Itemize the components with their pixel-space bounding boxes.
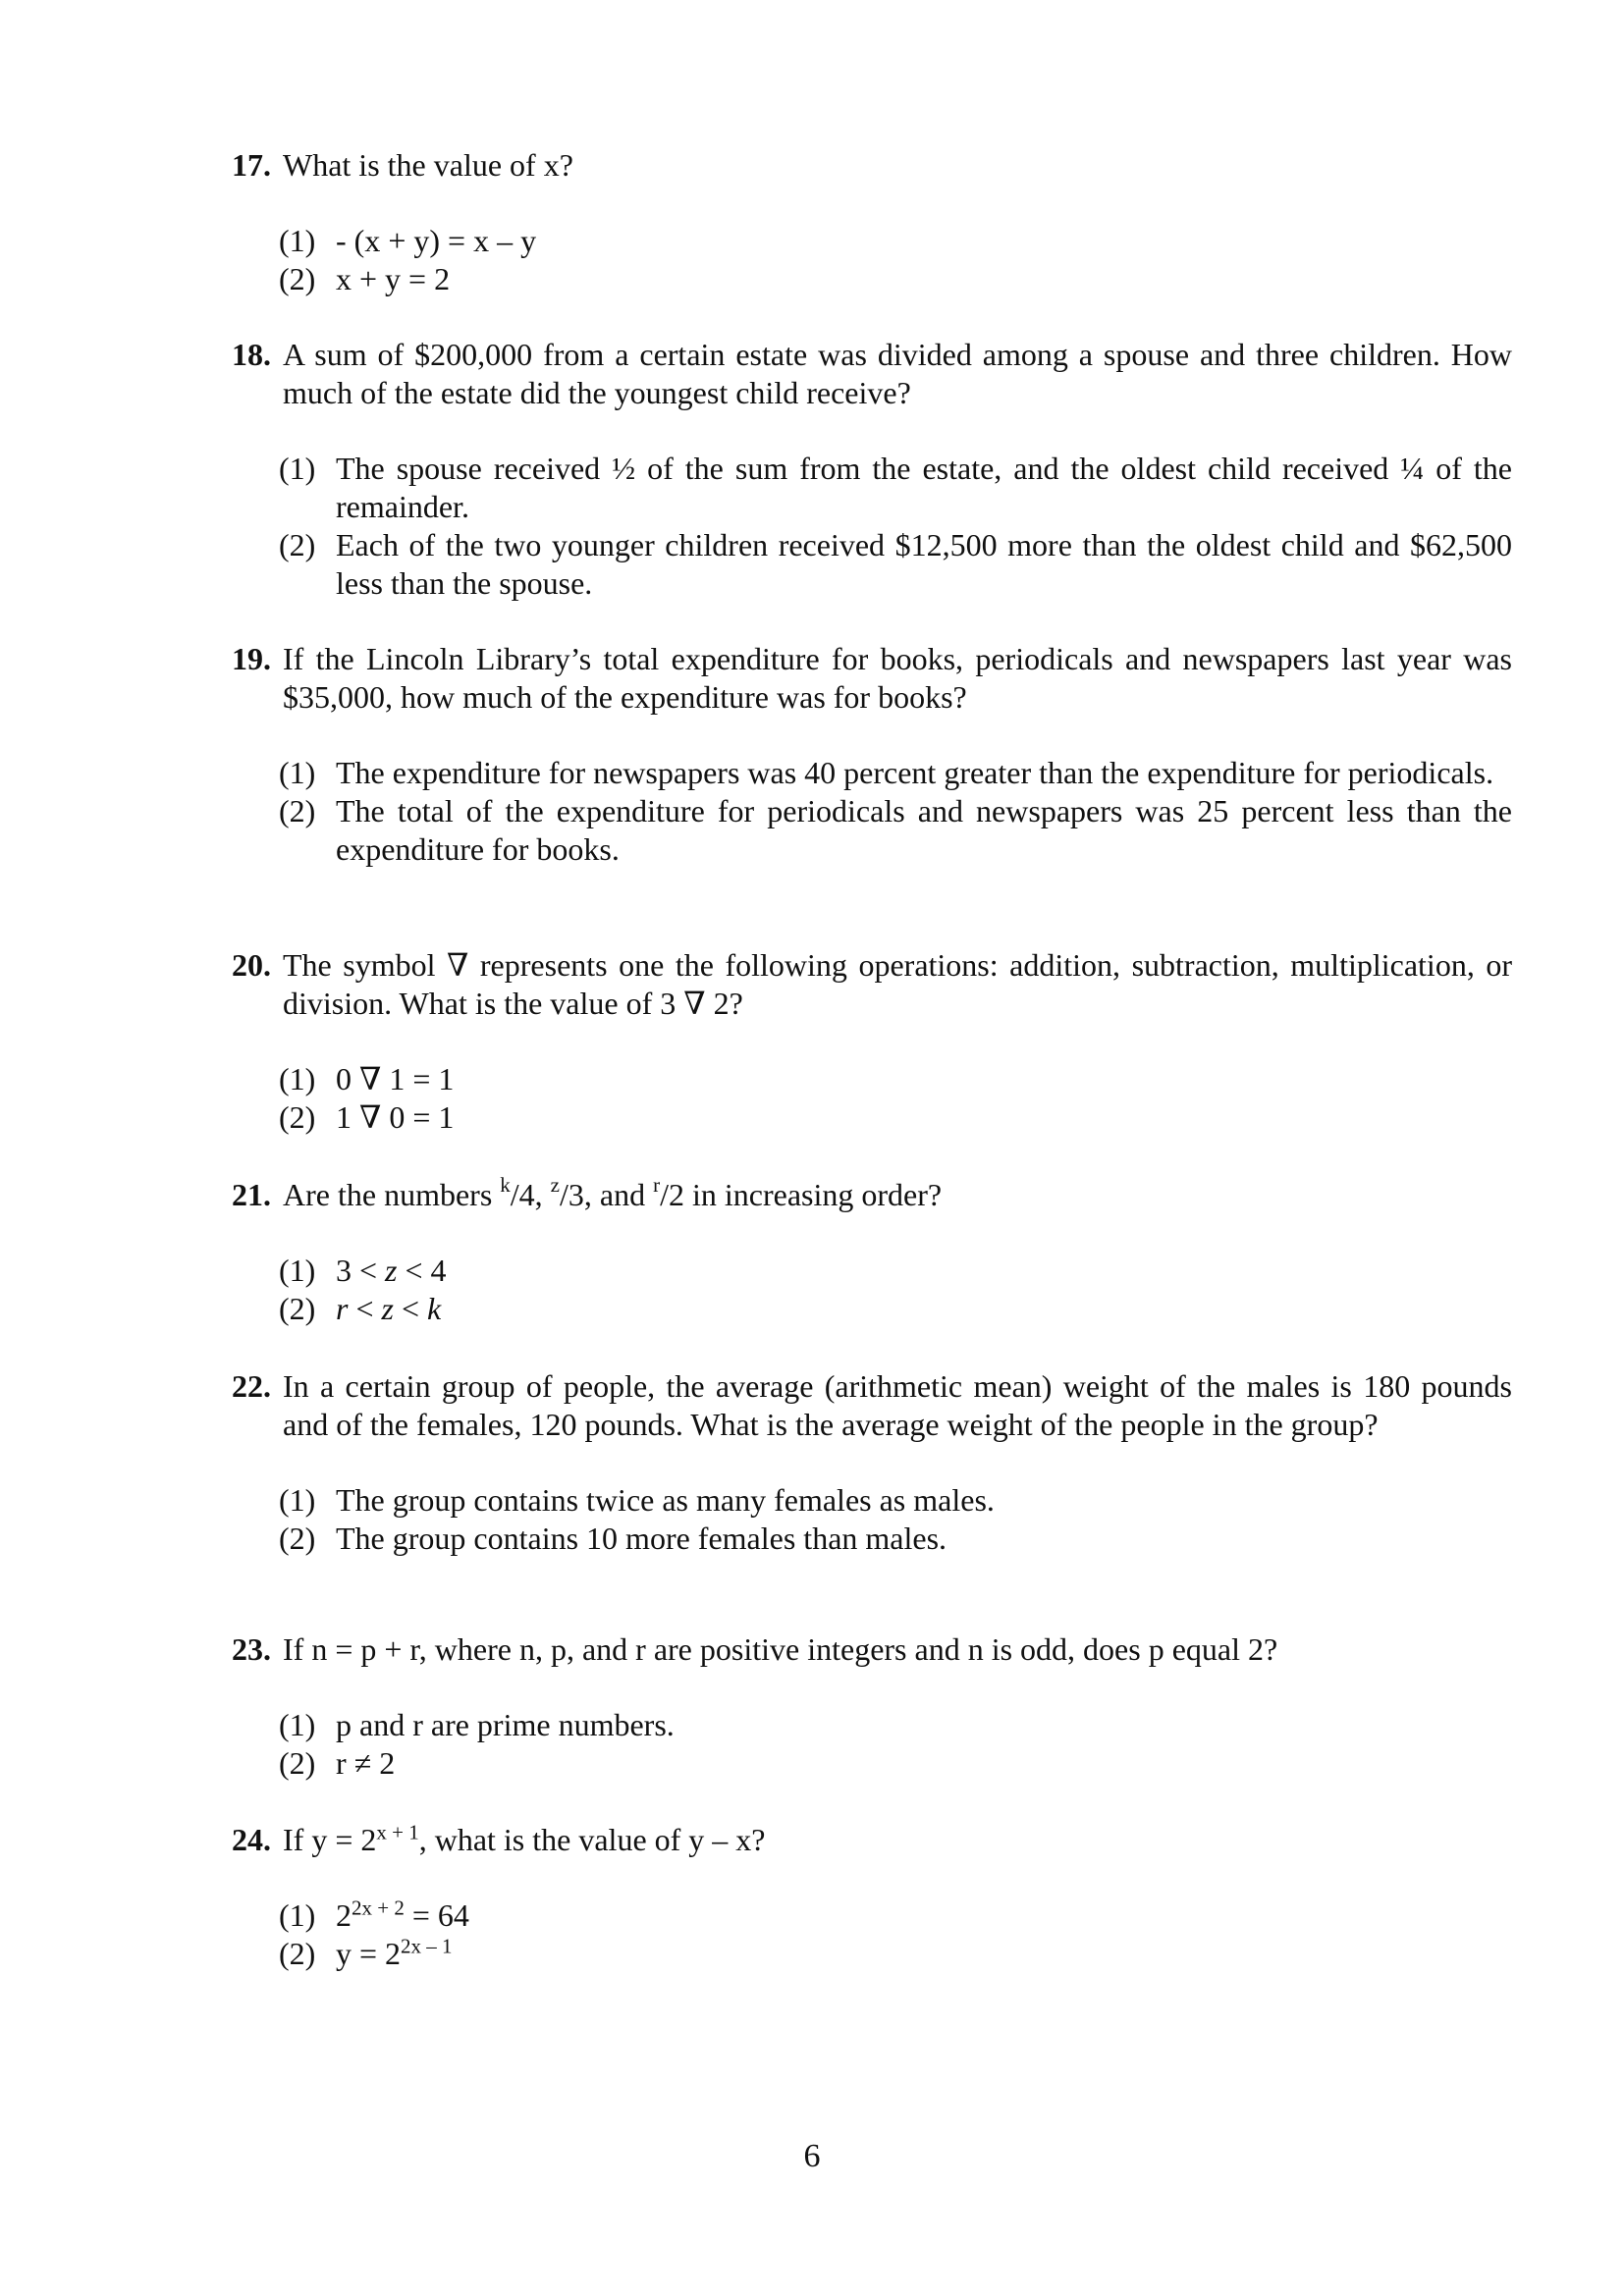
answer-options — [279, 1481, 1512, 1558]
question-stem: In a certain group of people, the average (arithmetic mean) weight of the males is 180 pounds and of the females, 120 pounds. What is the average weight of the people in the group? — [283, 1368, 1512, 1442]
question-stem: A sum of $200,000 from a certain estate was divided among a spouse and three children. How much of the estate did the youngest child receive? — [283, 337, 1512, 410]
option-1: (1) - (x + y) = x – y — [279, 223, 537, 258]
exponent: x + 1 — [376, 1820, 419, 1844]
answer-options — [279, 222, 1512, 298]
question-stem: Are the numbers $^k$/4, $^z$/3, and $^r$/2 in increasing order? — [283, 1173, 943, 1212]
option-2: (2) r < z < k — [279, 1291, 442, 1326]
exponent: 2x + 2 — [352, 1896, 405, 1920]
option-2: (2) The total of the expenditure for periodicals and newspapers was 25 percent less than the expenditure for books. — [279, 793, 1512, 867]
question-stem: What is the value of x? — [283, 147, 573, 183]
option-2: (2) The group contains 10 more females than males. — [279, 1521, 947, 1556]
question-22 — [232, 1367, 1512, 1558]
option-1: (1) 0 ∇ 1 = 1 — [279, 1061, 455, 1096]
question-number: 21. — [232, 1177, 271, 1212]
option-2: (2) $y = 2^{2x - 1}$ — [279, 1934, 453, 1971]
question-number: 20. — [232, 947, 271, 983]
fraction-z-over-3: $^z$/3 — [550, 1173, 584, 1212]
exponent: 2x – 1 — [401, 1934, 453, 1958]
question-18 — [232, 336, 1512, 603]
answer-options — [279, 1060, 1512, 1137]
question-21 — [232, 1173, 1512, 1328]
question-stem: The symbol ∇ represents one the following operations: addition, subtraction, multiplication, or division. What is the value of 3 ∇ 2? — [283, 947, 1512, 1021]
question-stem: If $y = 2^{x + 1}$, what is the value of y – x? — [283, 1820, 766, 1857]
question-number: 18. — [232, 337, 271, 372]
fraction-k-over-4: $^k$/4 — [500, 1173, 535, 1212]
option-2: (2) r ≠ 2 — [279, 1745, 396, 1781]
answer-options — [279, 754, 1512, 869]
page-number: 6 — [803, 2138, 821, 2174]
question-number: 23. — [232, 1631, 271, 1667]
question-23 — [232, 1630, 1512, 1783]
option-1: (1) The expenditure for newspapers was 40 percent greater than the expenditure for periodicals. — [279, 755, 1494, 790]
option-1: (1) 3 < z < 4 — [279, 1253, 447, 1288]
option-2: (2) 1 ∇ 0 = 1 — [279, 1099, 455, 1135]
option-2: (2) x + y = 2 — [279, 261, 451, 296]
answer-options — [279, 1896, 1512, 1973]
question-20 — [232, 946, 1512, 1137]
option-1: (1) The group contains twice as many females as males. — [279, 1482, 995, 1518]
fraction-r-over-2: $^r$/2 — [653, 1173, 684, 1212]
option-2: (2) Each of the two younger children received $12,500 more than the oldest child and $62,500 less than the spouse. — [279, 527, 1512, 601]
answer-options — [279, 1706, 1512, 1783]
question-number: 24. — [232, 1822, 271, 1857]
question-number: 19. — [232, 641, 271, 676]
answer-options — [279, 450, 1512, 603]
question-stem: If the Lincoln Library’s total expenditure for books, periodicals and newspapers last year was $35,000, how much of the expenditure was for books? — [283, 641, 1512, 715]
answer-options — [279, 1252, 1512, 1328]
option-1: (1) $2^{2x + 2} = 64$ — [279, 1896, 469, 1933]
question-24 — [232, 1821, 1512, 1973]
question-19 — [232, 640, 1512, 869]
question-17 — [232, 146, 1512, 298]
question-stem: If n = p + r, where n, p, and r are positive integers and n is odd, does p equal 2? — [283, 1631, 1278, 1667]
option-1: (1) p and r are prime numbers. — [279, 1707, 675, 1742]
question-number: 22. — [232, 1368, 271, 1404]
option-1: (1) The spouse received ½ of the sum from the estate, and the oldest child received ¼ of the remainder. — [279, 451, 1512, 524]
question-number: 17. — [232, 147, 271, 183]
